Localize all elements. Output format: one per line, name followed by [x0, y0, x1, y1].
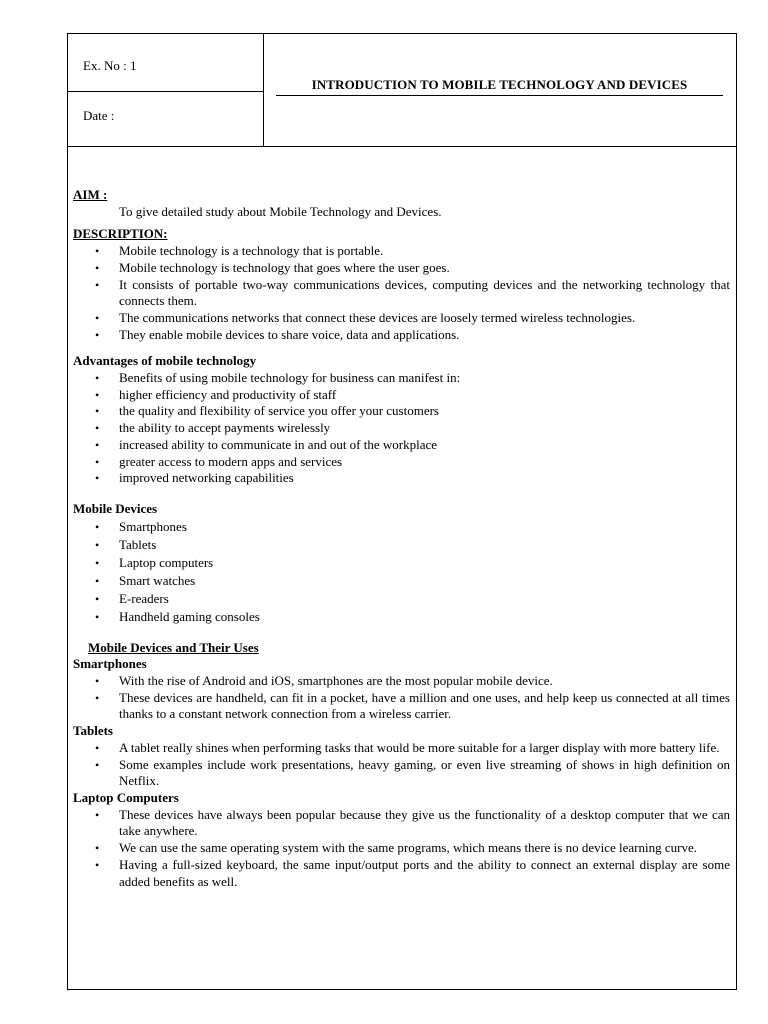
list-item: • Tablets	[73, 536, 730, 554]
mobile-devices-heading: Mobile Devices	[73, 500, 158, 516]
list-item: • improved networking capabilities	[73, 470, 730, 487]
aim-text: To give detailed study about Mobile Technology and Devices.	[119, 203, 442, 219]
list-item: • A tablet really shines when performing tasks that would be more suitable for a larger display with more battery life.	[73, 740, 730, 757]
tablets-list	[73, 740, 730, 790]
list-item: • increased ability to communicate in and out of the workplace	[73, 437, 730, 454]
description-list	[73, 243, 730, 343]
list-item: • Mobile technology is a technology that is portable.	[73, 243, 730, 260]
document-body	[73, 187, 730, 890]
list-item: • Smart watches	[73, 572, 730, 590]
laptops-list	[73, 807, 730, 891]
uses-heading: Mobile Devices and Their Uses	[88, 639, 259, 655]
list-item: • the quality and flexibility of service you offer your customers	[73, 403, 730, 420]
laptops-heading: Laptop Computers	[73, 789, 179, 805]
tablets-heading: Tablets	[73, 723, 113, 739]
list-item: • They enable mobile devices to share voice, data and applications.	[73, 327, 730, 344]
list-item: • It consists of portable two-way communications devices, computing devices and the networking technology that connects them.	[73, 277, 730, 310]
list-item: • Laptop computers	[73, 554, 730, 572]
list-item: • These devices are handheld, can fit in a pocket, have a million and one uses, and help keep us connected at all times thanks to a constant network connection from a wireless carrier.	[73, 690, 730, 723]
page-title: INTRODUCTION TO MOBILE TECHNOLOGY AND DEVICES	[276, 77, 723, 96]
list-item: • The communications networks that connect these devices are loosely termed wireless technologies.	[73, 310, 730, 327]
list-item: • Benefits of using mobile technology for business can manifest in:	[73, 370, 730, 387]
list-item: • Having a full-sized keyboard, the same input/output ports and the ability to connect an external display are some added benefits as well.	[73, 857, 730, 890]
list-item: • Smartphones	[73, 518, 730, 536]
description-heading: DESCRIPTION:	[73, 226, 168, 242]
header-divider-middle	[68, 91, 263, 92]
header-divider-bottom	[68, 146, 736, 147]
list-item: • Handheld gaming consoles	[73, 608, 730, 626]
advantages-list	[73, 370, 730, 487]
list-item: • Mobile technology is technology that goes where the user goes.	[73, 260, 730, 277]
advantages-heading: Advantages of mobile technology	[73, 353, 257, 369]
list-item: • Some examples include work presentations, heavy gaming, or even live streaming of shows in high definition on Netflix.	[73, 757, 730, 790]
list-item: • With the rise of Android and iOS, smartphones are the most popular mobile device.	[73, 673, 730, 690]
list-item: • E-readers	[73, 590, 730, 608]
list-item: • These devices have always been popular because they give us the functionality of a desktop computer that we can take anywhere.	[73, 807, 730, 840]
list-item: • the ability to accept payments wirelessly	[73, 420, 730, 437]
list-item: • higher efficiency and productivity of staff	[73, 387, 730, 404]
smartphones-list	[73, 673, 730, 723]
header-divider-vertical	[263, 34, 264, 146]
list-item: • We can use the same operating system with the same programs, which means there is no device learning curve.	[73, 840, 730, 857]
exercise-number: Ex. No : 1	[83, 58, 137, 73]
list-item: • greater access to modern apps and services	[73, 454, 730, 471]
aim-heading: AIM :	[73, 187, 108, 202]
smartphones-heading: Smartphones	[73, 656, 147, 672]
mobile-devices-list	[73, 518, 730, 626]
date-label: Date :	[83, 108, 115, 123]
